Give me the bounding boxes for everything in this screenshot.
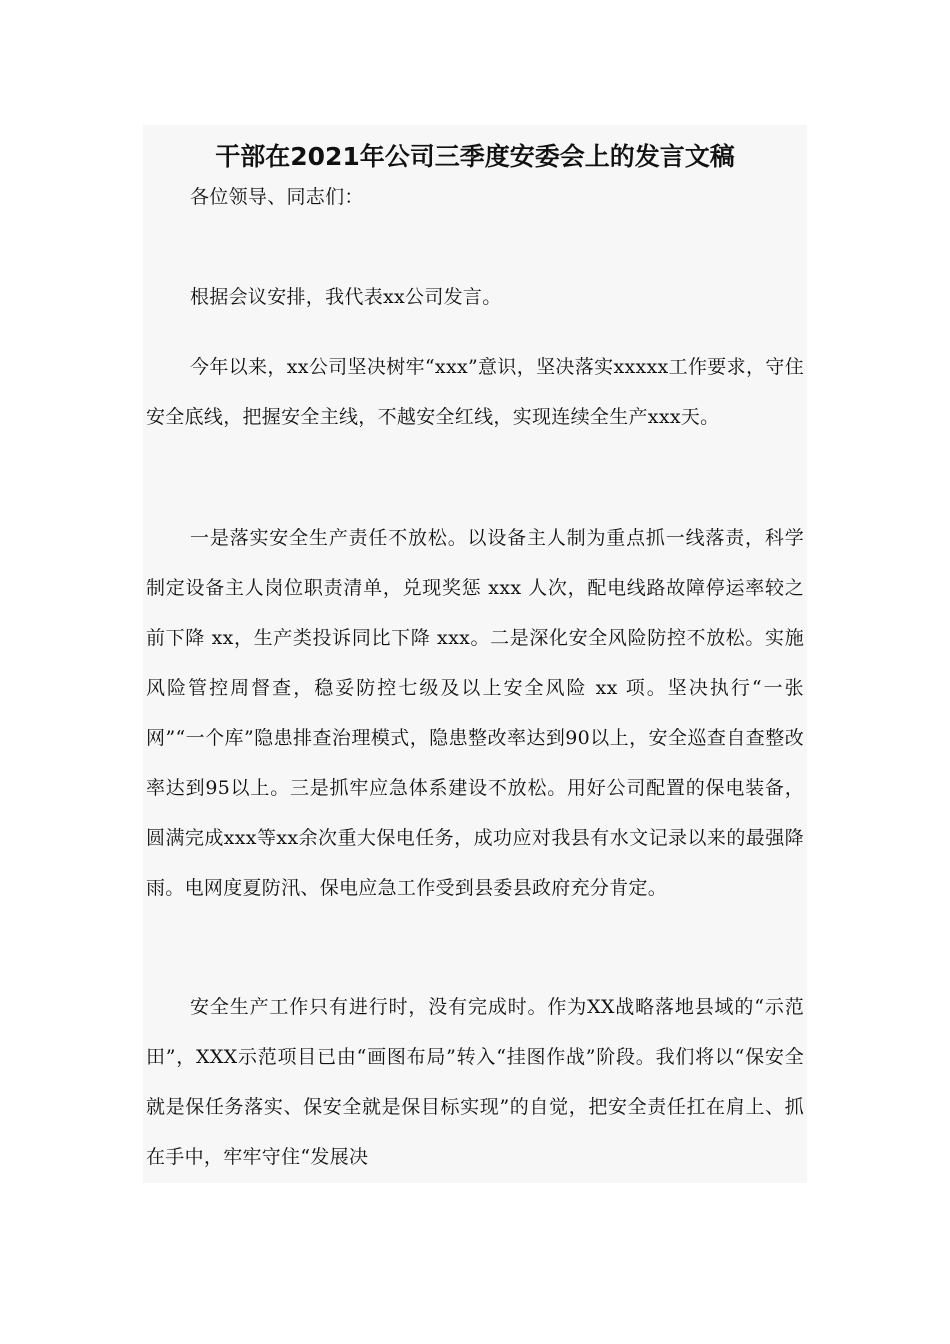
intro-paragraph: 根据会议安排，我代表xx公司发言。 <box>190 286 502 308</box>
greeting-paragraph: 各位领导、同志们： <box>190 186 364 208</box>
summary-paragraph: 今年以来，xx公司坚决树牢“xxx”意识，坚决落实xxxxx工作要求，守住安全底线，把握安全主线，不越安全红线，实现连续全生产xxx天。 <box>146 356 804 428</box>
key-points-paragraph: 一是落实安全生产责任不放松。以设备主人制为重点抓一线落责，科学制定设备主人岗位职责清单，兑现奖惩 xxx 人次，配电线路故障停运率较之前下降 xx，生产类投诉同比下降 xxx。二是深化安全风险防控不放松。实施风险管控周督查，稳妥防控七级及以上安全风险 xx 项。坚决执行“一张网”“一个库”隐患排查治理模式，隐患整改率达到90以上，安全巡查自查整改率达到95以上。三是抓牢应急体系建设不放松。用好公司配置的保电装备，圆满完成xxx等xx余次重大保电任务，成功应对我县有水文记录以来的最强降雨。电网度夏防汛、保电应急工作受到县委县政府充分肯定。 <box>146 527 804 899</box>
document-page <box>143 125 807 1183</box>
document-title: 干部在2021年公司三季度安委会上的发言文稿 <box>215 142 735 171</box>
outlook-paragraph: 安全生产工作只有进行时，没有完成时。作为XX战略落地县域的“示范田”，XXX示范项目已由“画图布局”转入“挂图作战”阶段。我们将以“保安全就是保任务落实、保安全就是保目标实现”的自觉，把安全责任扛在肩上、抓在手中，牢牢守住“发展决 <box>146 996 804 1168</box>
